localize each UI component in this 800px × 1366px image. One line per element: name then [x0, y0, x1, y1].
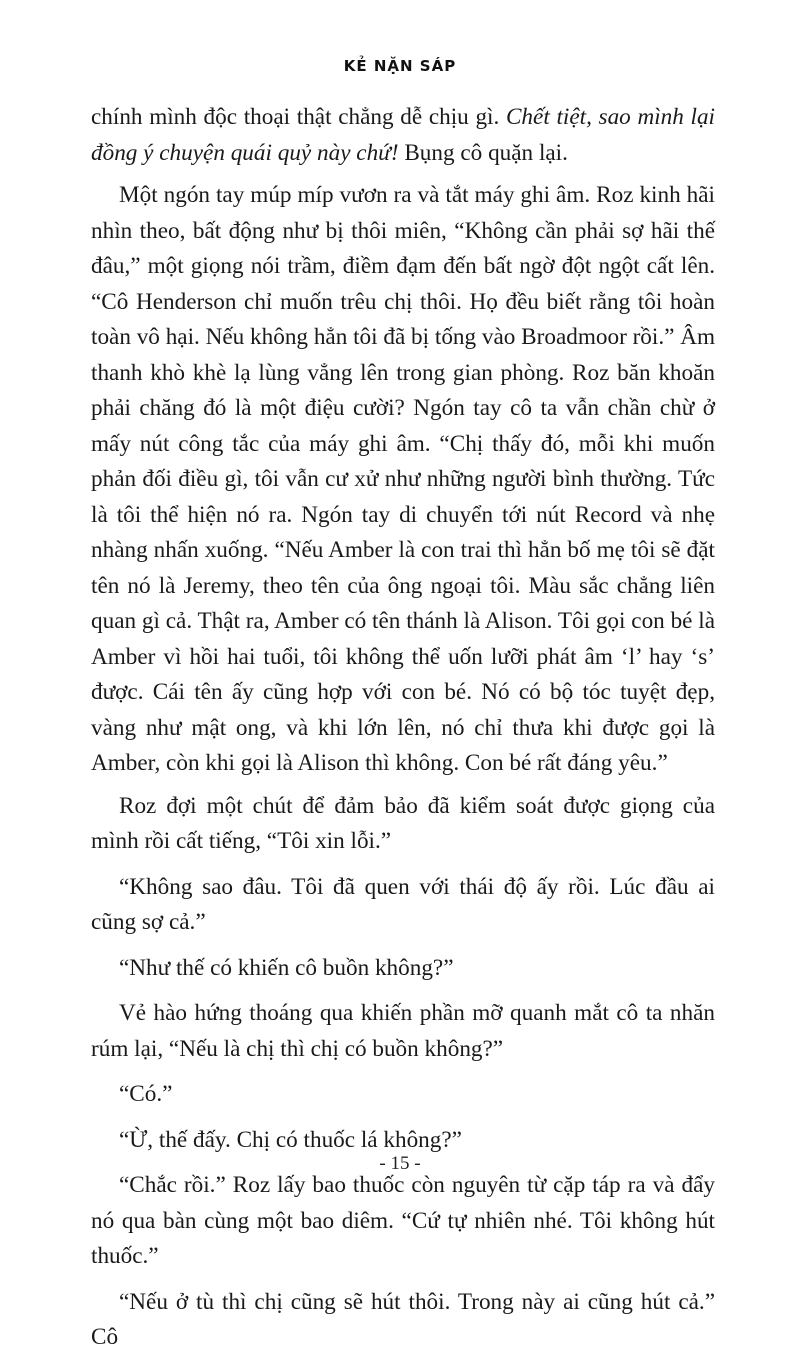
- paragraph: “Không sao đâu. Tôi đã quen với thái độ ấy rồi. Lúc đầu ai cũng sợ cả.”: [91, 873, 715, 935]
- paragraph: “Nếu ở tù thì chị cũng sẽ hút thôi. Trong này ai cũng hút cả.” Cô: [91, 1288, 715, 1350]
- paragraph: “Có.”: [119, 1081, 173, 1107]
- paragraph: “Như thế có khiến cô buồn không?”: [119, 954, 454, 981]
- paragraph: “Ừ, thế đấy. Chị có thuốc lá không?”: [119, 1126, 462, 1153]
- page-number: - 15 -: [379, 1153, 421, 1174]
- paragraph: “Chắc rồi.” Roz lấy bao thuốc còn nguyên từ cặp táp ra và đẩy nó qua bàn cùng một bao diêm. “Cứ tự nhiên nhé. Tôi không hút thuốc.”: [91, 1172, 715, 1269]
- body-text: [91, 100, 715, 1366]
- running-header-title: KẺ NẶN SÁP: [343, 57, 457, 75]
- paragraph-lead: chính mình độc thoại thật chẳng dễ chịu gì.: [91, 104, 506, 130]
- paragraph: Một ngón tay múp míp vươn ra và tắt máy ghi âm. Roz kinh hãi nhìn theo, bất động như bị thôi miên, “Không cần phải sợ hãi thế đâu,” một giọng nói trầm, điềm đạm đến bất ngờ đột ngột cất lên. “Cô Henderson chỉ muốn trêu chị thôi. Họ đều biết rằng tôi hoàn toàn vô hại. Nếu không hẳn tôi đã bị tống vào Broadmoor rồi.” Âm thanh khò khè lạ lùng vẳng lên trong gian phòng. Roz băn khoăn phải chăng đó là một điệu cười? Ngón tay cô ta vẫn chần chừ ở mấy nút công tắc của máy ghi âm. “Chị thấy đó, mỗi khi muốn phản đối điều gì, tôi vẫn cư xử như những người bình thường. Tức là tôi thể hiện nó ra. Ngón tay di chuyển tới nút Record và nhẹ nhàng nhấn xuống. “Nếu Amber là con trai thì hẳn bố mẹ tôi sẽ đặt tên nó là Jeremy, theo tên của ông ngoại tôi. Màu sắc chẳng liên quan gì cả. Thật ra, Amber có tên thánh là Alison. Tôi gọi con bé là Amber vì hồi hai tuổi, tôi không thể uốn lưỡi phát âm ‘l’ hay ‘s’ được. Cái tên ấy cũng hợp với con bé. Nó có bộ tóc tuyệt đẹp, vàng như mật ong, và khi lớn lên, nó chỉ thưa khi được gọi là Amber, còn khi gọi là Alison thì không. Con bé rất đáng yêu.”: [91, 182, 716, 776]
- paragraph: Vẻ hào hứng thoáng qua khiến phần mỡ quanh mắt cô ta nhăn rúm lại, “Nếu là chị thì chị có buồn không?”: [91, 1000, 715, 1062]
- paragraph-italic-thought: Chết tiệt, sao mình lại đồng ý chuyện quái quỷ này chứ!: [91, 104, 715, 166]
- paragraph: Roz đợi một chút để đảm bảo đã kiểm soát được giọng của mình rồi cất tiếng, “Tôi xin lỗi.”: [91, 792, 715, 854]
- paragraph: [91, 100, 715, 171]
- paragraph-tail: Bụng cô quặn lại.: [398, 139, 568, 166]
